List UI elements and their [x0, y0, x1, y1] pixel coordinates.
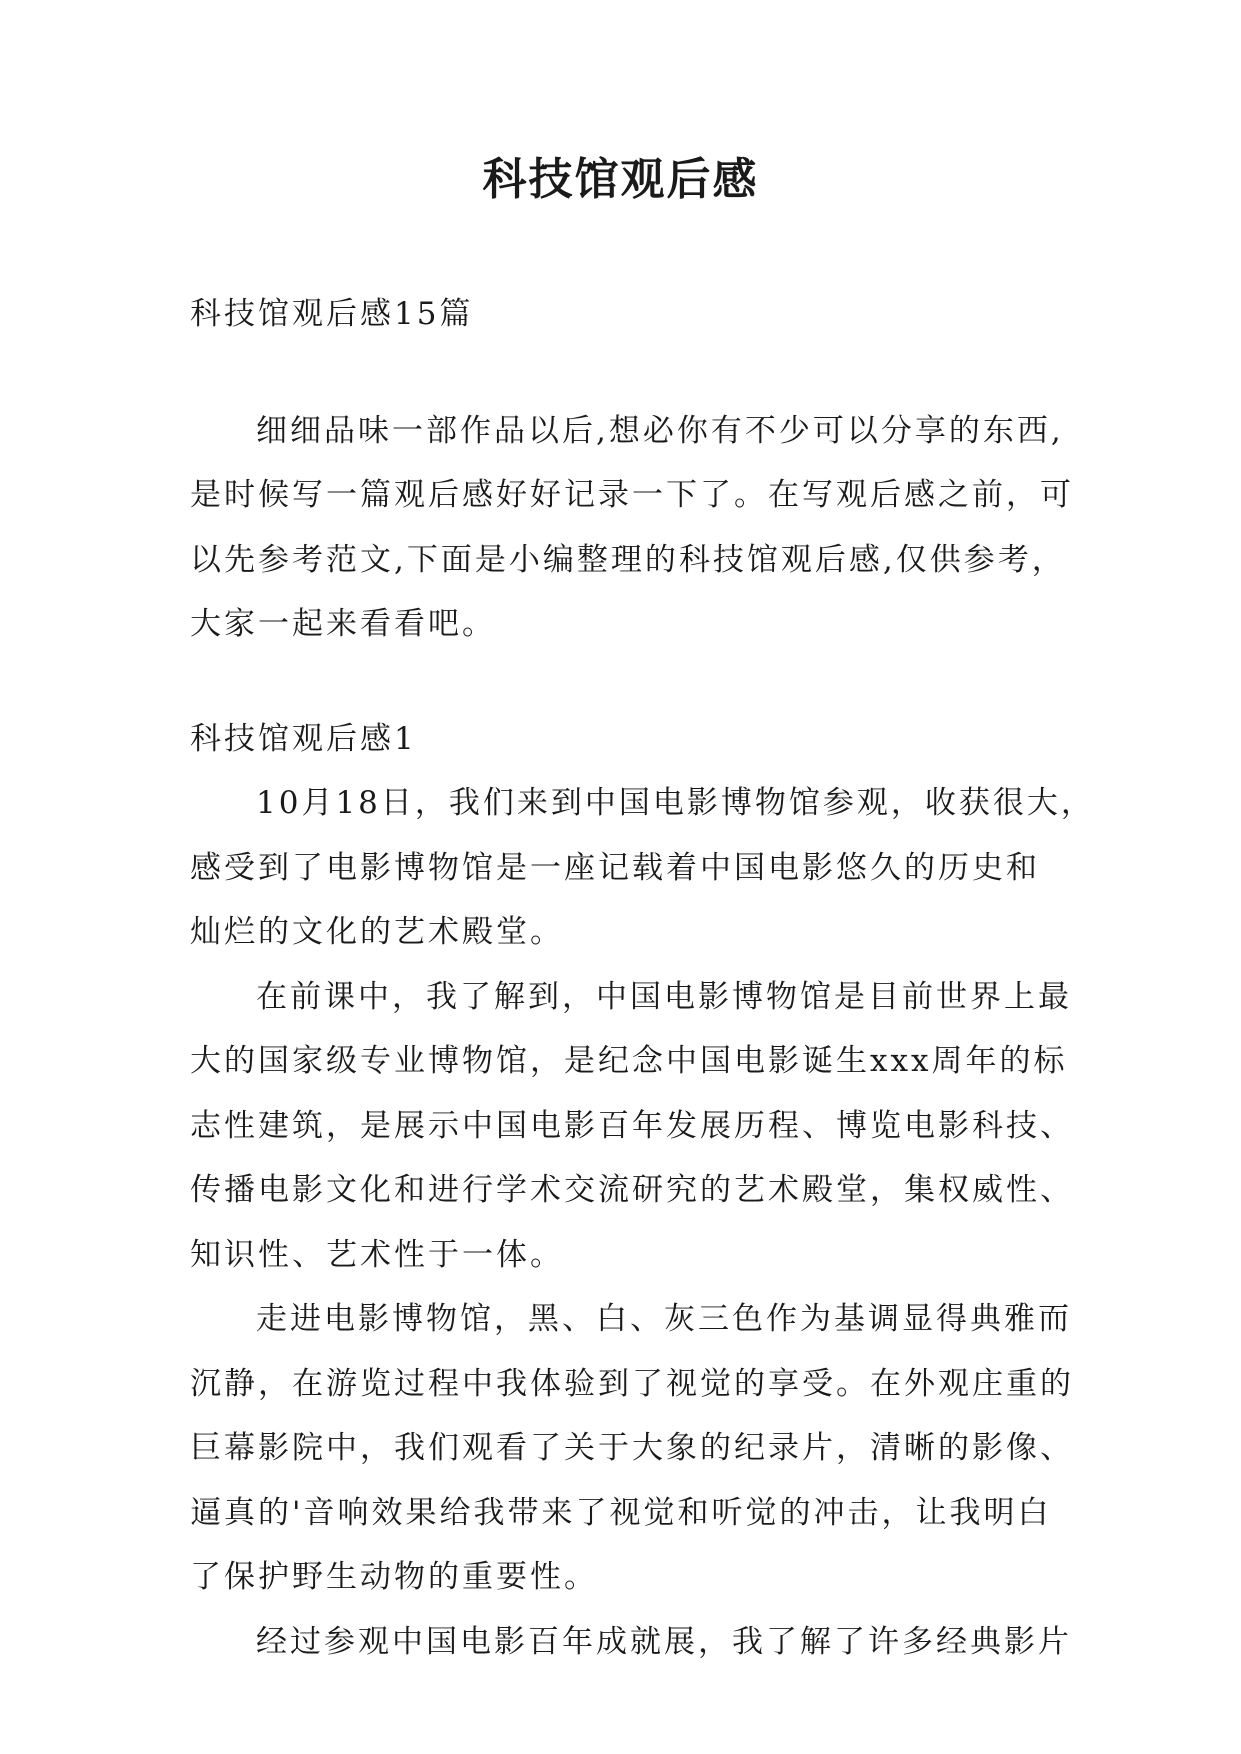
paragraph-line: 细细品味一部作品以后,想必你有不少可以分享的东西, [256, 412, 1064, 449]
paragraph-line: 是时候写一篇观后感好好记录一下了。在写观后感之前，可 [190, 477, 1074, 513]
paragraph-line: 以先参考范文,下面是小编整理的科技馆观后感,仅供参考， [190, 541, 1066, 578]
paragraph-line: 了保护野生动物的重要性。 [190, 1559, 598, 1595]
paragraph-line: 在前课中，我了解到，中国电影博物馆是目前世界上最 [256, 978, 1072, 1015]
spacer [190, 657, 1070, 707]
section1-paragraph-1 [190, 771, 1095, 965]
section-heading: 科技馆观后感1 [190, 720, 417, 757]
section1-paragraph-2 [190, 965, 1074, 1288]
paragraph-line: 沉静，在游览过程中我体验到了视觉的享受。在外观庄重的 [190, 1365, 1074, 1402]
paragraph-line: 经过参观中国电影百年成就展，我了解了许多经典影片 [256, 1623, 1072, 1660]
paragraph-line: 大的国家级专业博物馆，是纪念中国电影诞生xxx周年的标 [190, 1043, 1068, 1079]
intro-paragraph [190, 399, 1074, 657]
document-body [190, 282, 1095, 1674]
paragraph-line: 志性建筑，是展示中国电影百年发展历程、博览电影科技、 [190, 1107, 1074, 1144]
paragraph-line: 走进电影博物馆，黑、白、灰三色作为基调显得典雅而 [256, 1301, 1072, 1337]
paragraph-line: 传播电影文化和进行学术交流研究的艺术殿堂，集权威性、 [190, 1172, 1074, 1208]
paragraph-line: 巨幕影院中，我们观看了关于大象的纪录片，清晰的影像、 [190, 1430, 1074, 1466]
section1-paragraph-4 [190, 1610, 1070, 1675]
spacer [190, 347, 1070, 399]
subtitle: 科技馆观后感15篇 [190, 296, 474, 332]
paragraph-line: 逼真的'音响效果给我带来了视觉和听觉的冲击，让我明白 [190, 1494, 1052, 1531]
paragraph-line: 灿烂的文化的艺术殿堂。 [190, 914, 564, 950]
paragraph-line: 大家一起来看看吧。 [190, 606, 496, 642]
document-title: 科技馆观后感 [482, 154, 759, 205]
section1-paragraph-3 [190, 1287, 1074, 1610]
paragraph-line: 感受到了电影博物馆是一座记载着中国电影悠久的历史和 [190, 849, 1040, 886]
paragraph-line: 10月18日，我们来到中国电影博物馆参观，收获很大， [256, 785, 1095, 821]
paragraph-line: 知识性、艺术性于一体。 [190, 1236, 564, 1273]
